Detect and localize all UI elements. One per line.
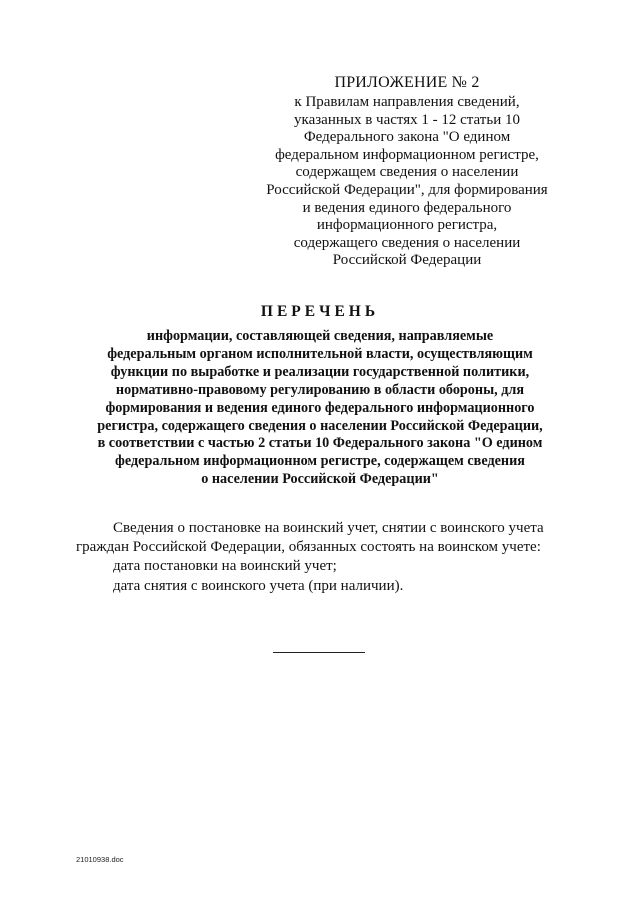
subtitle-line: нормативно-правовому регулированию в области обороны, для [115, 381, 525, 398]
appendix-line: Федерального закона "О едином [303, 129, 511, 146]
subtitle-line: о населении Российской Федерации" [201, 471, 439, 488]
subtitle-line: федеральном информационном регистре, содержащем сведения [115, 453, 525, 470]
subtitle-line: федеральным органом исполнительной власти, осуществляющим [107, 345, 533, 362]
appendix-line: информационного регистра, [316, 217, 498, 234]
appendix-line: содержащего сведения о населении [293, 234, 521, 251]
appendix-line: указанных в частях 1 - 12 статьи 10 [294, 111, 520, 128]
appendix-block [262, 72, 552, 270]
appendix-line: Российской Федерации", для формирования [266, 181, 548, 198]
body-text [76, 519, 586, 596]
divider-line [273, 652, 365, 653]
subtitle-line: регистра, содержащего сведения о населении Российской Федерации, [97, 417, 543, 434]
paragraph-line: Сведения о постановке на воинский учет, снятии с воинского учета [113, 520, 544, 536]
appendix-title: ПРИЛОЖЕНИЕ № 2 [334, 74, 480, 91]
document-subtitle [60, 328, 580, 489]
subtitle-line: формирования и ведения единого федерального информационного [105, 399, 535, 416]
paragraph-line: граждан Российской Федерации, обязанных состоять на воинском учете: [76, 539, 541, 556]
appendix-line: содержащем сведения о населении [295, 164, 519, 181]
appendix-line: федеральном информационном регистре, [275, 146, 539, 163]
footer-filename: 21010938.doc [76, 855, 124, 864]
list-item: дата постановки на воинский учет; [113, 558, 337, 575]
subtitle-line: в соответствии с частью 2 статьи 10 Федерального закона "О едином [97, 435, 543, 452]
appendix-line: к Правилам направления сведений, [294, 94, 520, 110]
appendix-line: Российской Федерации [332, 252, 482, 269]
subtitle-line: информации, составляющей сведения, направляемые [146, 328, 494, 344]
document-heading: ПЕРЕЧЕНЬ [260, 303, 380, 320]
subtitle-line: функции по выработке и реализации государственной политики, [110, 363, 530, 380]
list-item: дата снятия с воинского учета (при наличии). [113, 577, 404, 594]
appendix-line: и ведения единого федерального [302, 199, 512, 216]
